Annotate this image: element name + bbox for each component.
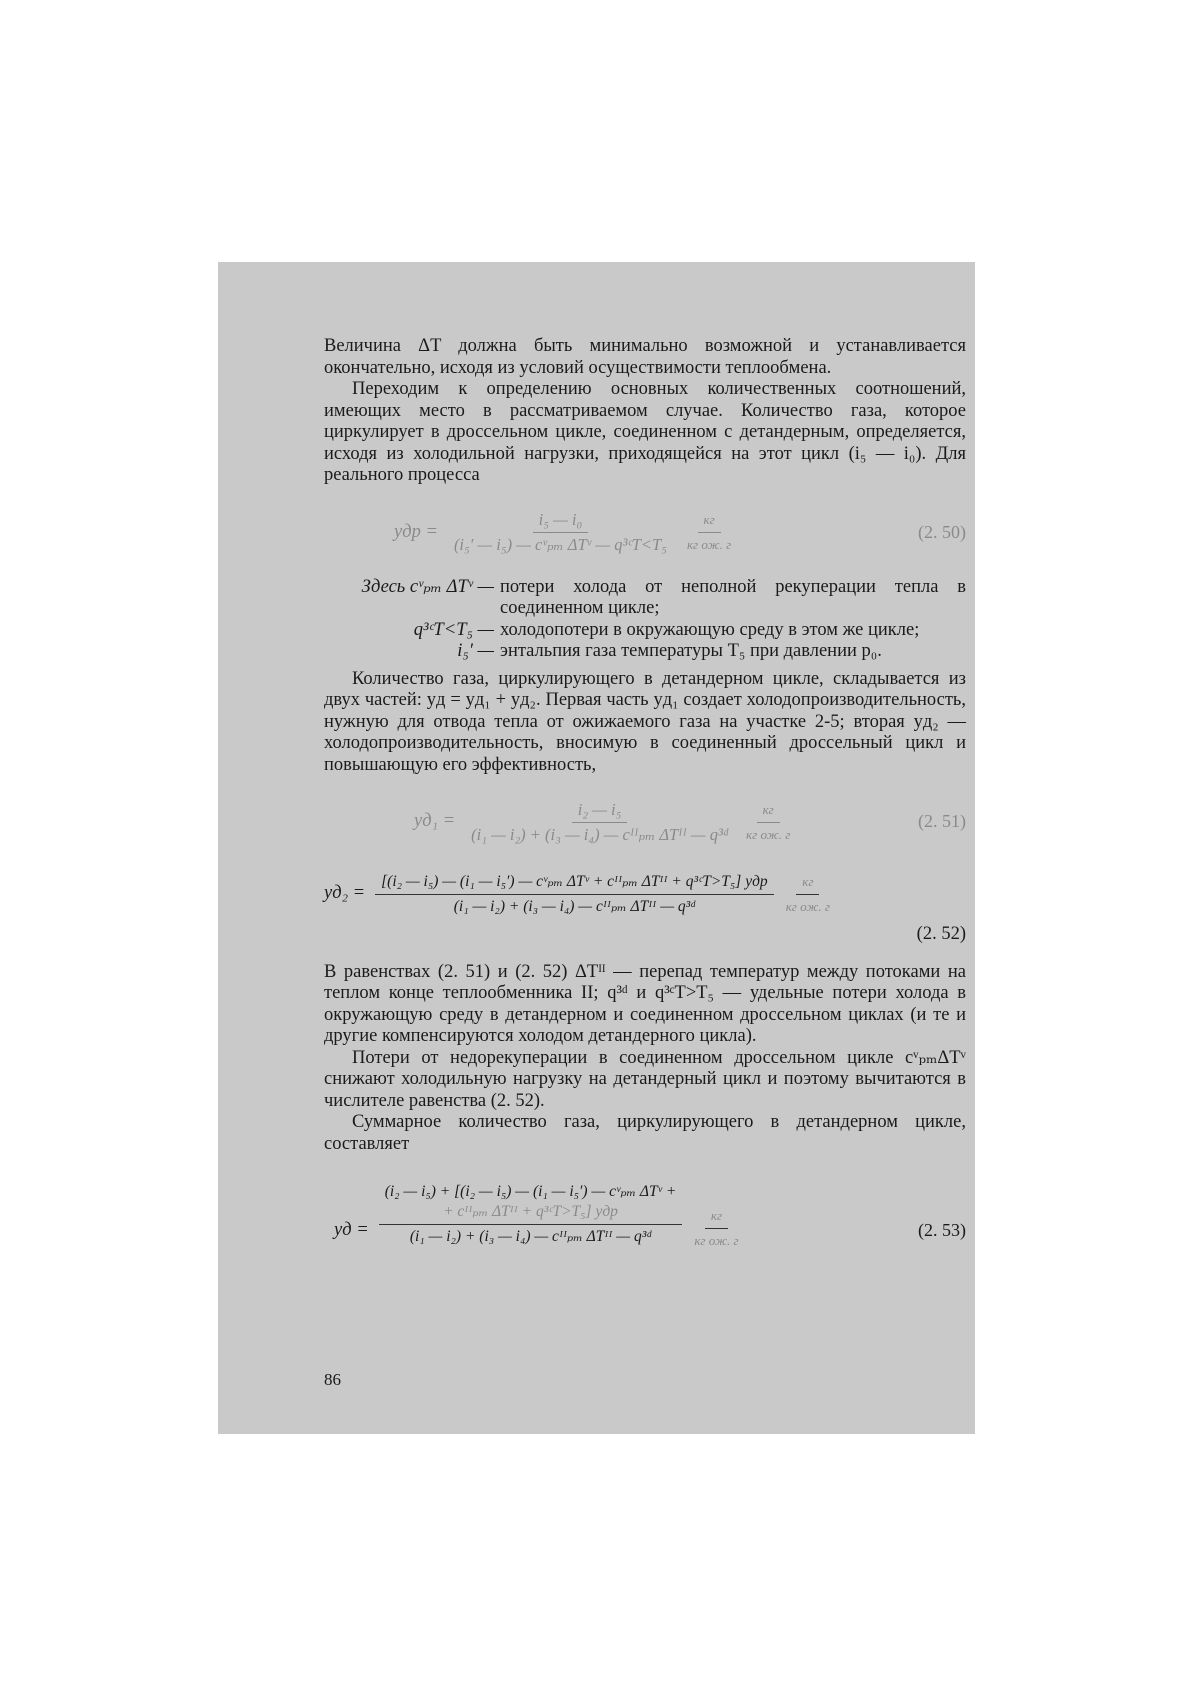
eq251-fraction (465, 800, 734, 845)
paragraph-5: Потери от недорекуперации в соединенном дроссельном цикле cᵛₚₘΔTᵛ снижают холодильную нагрузку на детандерный цикл и поэтому вычитаются в числителе равенства (2. 52). (324, 1047, 966, 1111)
paragraph-4: В равенствах (2. 51) и (2. 52) ΔTᴵᴵ — перепад температур между потоками на теплом конце теплообменника II; q³ᵈ и q³ᶜT>T₅ — удельные потери холода в окружающую среду в детандерном и соединенном дроссельном циклах (и те и другие компенсируются холодом детандерного цикла). (324, 961, 966, 1046)
eq253-fraction (379, 1182, 683, 1247)
eq253-lhs: yд = (334, 1219, 369, 1240)
definition-term: Здесь cᵛₚₘ ΔTᵛ — (361, 576, 494, 597)
definition-term: q³ᶜT<T₅ — (413, 619, 494, 640)
paragraph-3: Количество газа, циркулирующего в детандерном цикле, складывается из двух частей: yд = yд₁ + yд₂. Первая часть yд₁ создает холодопроизводительность, нужную для отвода тепла от ожижаемого газа на участке 2-5; вторая yд₂ — холодопроизводительность, вносимую в соединенный дроссельный цикл и повышающую его эффективность, (324, 668, 966, 775)
eq253-denominator: (i₁ — i₂) + (i₃ — i₄) — cᴵᴵₚₘ ΔTᴵᴵ — q³ᵈ (409, 1227, 652, 1245)
eq250-unit (681, 510, 737, 555)
eq251-unit-den: кг ож. г (746, 826, 791, 842)
definition-text: энтальпия газа температуры T₅ при давлении p₀. (500, 641, 882, 661)
eq253-unit-den: кг ож. г (694, 1233, 739, 1248)
eq250-fraction (448, 510, 673, 555)
eq253-unit (688, 1206, 744, 1251)
eq251-unit-num: кг (757, 800, 780, 823)
eq252-unit-den: кг ож. г (785, 898, 830, 914)
eq253-numerator-line-2: + cᴵᴵₚₘ ΔTᴵᴵ + q³ᶜT>T₅] yдр (443, 1202, 618, 1220)
page-number: 86 (324, 1370, 341, 1389)
equation-2-52 (324, 868, 966, 920)
eq250-number: (2. 50) (918, 521, 966, 542)
definition-text: потери холода от неполной рекуперации тепла в соединенном цикле; (500, 576, 966, 618)
definition-text: холодопотери в окружающую среду в этом же цикле; (500, 619, 920, 640)
equation-2-50 (324, 507, 966, 559)
eq250-numerator: i₅ — i₀ (533, 510, 589, 533)
eq252-fraction (375, 872, 774, 917)
eq250-unit-den: кг ож. г (686, 537, 732, 552)
eq251-lhs: yд₁ = (414, 811, 456, 832)
eq252-numerator: [(i₂ — i₅) — (i₁ — i₅′) — cᵛₚₘ ΔTᵛ + cᴵᴵₚₘ ΔTᴵᴵ + q³ᶜT>T₅] yдр (375, 872, 774, 895)
equation-2-51 (324, 796, 966, 848)
page-body (324, 336, 966, 1275)
definition-row (324, 641, 966, 663)
eq251-number: (2. 51) (918, 811, 966, 832)
definitions-list (324, 577, 966, 663)
eq252-number: (2. 52) (916, 924, 966, 944)
paragraph-6: Суммарное количество газа, циркулирующего в детандерном цикле, составляет (324, 1112, 966, 1154)
definition-row (324, 577, 966, 620)
eq252-denominator: (i₁ — i₂) + (i₃ — i₄) — cᴵᴵₚₘ ΔTᴵᴵ — q³ᵈ (453, 897, 696, 915)
eq253-numerator (379, 1182, 683, 1225)
eq251-denominator: (i₁ — i₂) + (i₃ — i₄) — cᴵᴵₚₘ ΔTᴵᴵ — q³ᵈ (471, 824, 729, 844)
eq250-unit-num: кг (698, 510, 721, 533)
paragraph-2: Переходим к определению основных количественных соотношений, имеющих место в рассматриваемом случае. Количество газа, которое циркулирует в дроссельном цикле, соединенном с детандерным, определяется, исходя из холодильной нагрузки, приходящейся на этот цикл (i₅ — i₀). Для реального процесса (324, 379, 966, 485)
definition-row (324, 620, 966, 642)
eq251-unit (740, 800, 796, 845)
eq252-unit (780, 872, 836, 917)
eq250-denominator: (i₅′ — i₅) — cᵛₚₘ ΔTᵛ — q³ᶜT<T₅ (453, 535, 667, 554)
eq253-numerator-line-1: (i₂ — i₅) + [(i₂ — i₅) — (i₁ — i₅′) — cᵛₚₘ ΔTᵛ + (384, 1182, 677, 1200)
eq253-unit-num: кг (705, 1206, 728, 1229)
eq250-lhs: yдр = (394, 521, 438, 542)
definition-term: i₅′ — (457, 641, 494, 661)
paragraph-1: Величина ΔT должна быть минимально возможной и устанавливается окончательно, исходя из условий осуществимости теплообмена. (324, 336, 966, 378)
equation-2-53 (324, 1171, 966, 1257)
eq252-lhs: yд₂ = (324, 883, 366, 904)
eq253-number: (2. 53) (918, 1219, 966, 1240)
eq252-unit-num: кг (796, 872, 819, 895)
eq251-numerator: i₂ — i₅ (572, 800, 628, 823)
